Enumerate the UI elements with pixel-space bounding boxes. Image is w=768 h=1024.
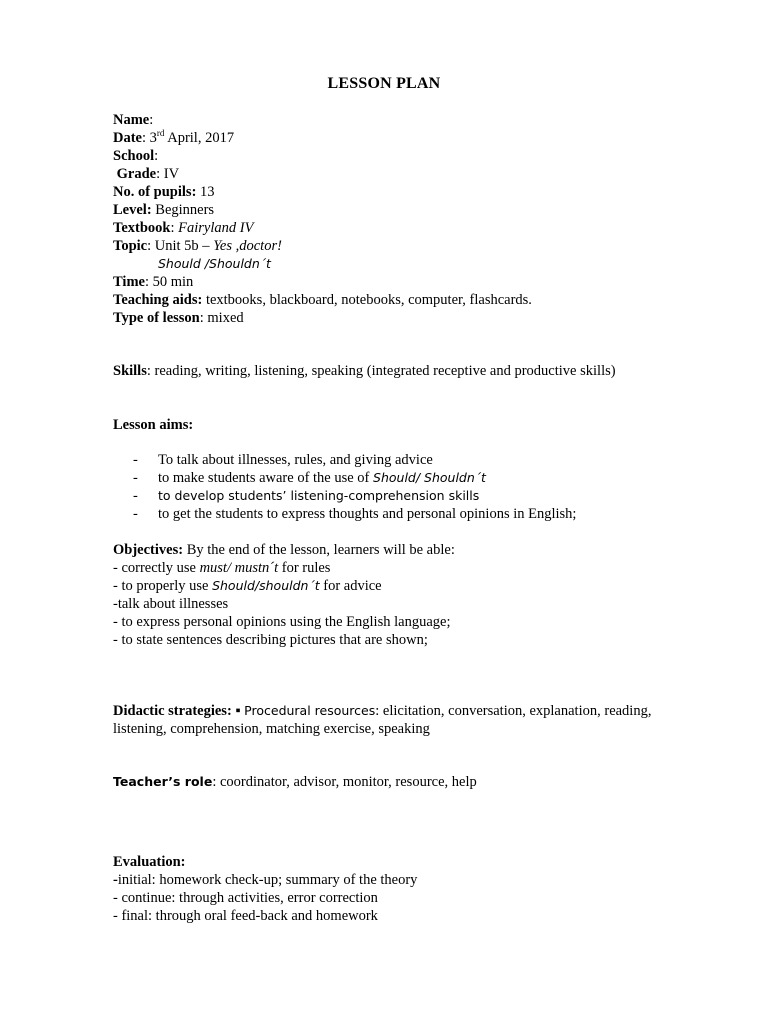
name-row: Name: xyxy=(113,112,154,128)
skills-section xyxy=(113,362,673,380)
evaluation-item: - final: through oral feed-back and homework xyxy=(113,908,378,924)
evaluation-dash: - xyxy=(113,872,118,888)
list-dash: - xyxy=(133,488,138,504)
list-item xyxy=(133,469,693,487)
topic-label: Topic xyxy=(113,238,148,254)
objectives-intro: By the end of the lesson, learners will be able: xyxy=(183,542,455,558)
pupils-row xyxy=(113,183,673,201)
objective-item: -talk about illnesses xyxy=(113,596,229,612)
aims-heading-block xyxy=(113,416,673,434)
evaluation-section xyxy=(113,853,673,925)
topic-grammar-row xyxy=(113,255,673,273)
date-row: Date: 3rd April, 2017 xyxy=(113,128,235,146)
topic-grammar: Should /Shouldn´t xyxy=(158,256,271,271)
aim-text: to get the students to express thoughts and personal opinions in English; xyxy=(158,506,577,522)
aim-grammar: Should/ Shouldn´t xyxy=(373,470,486,485)
strategies-text xyxy=(113,702,668,738)
objective-item xyxy=(113,577,673,595)
type-value: mixed xyxy=(207,310,244,326)
type-row: Type of lesson: mixed xyxy=(113,310,244,326)
skills-value: reading, writing, listening, speaking (integrated receptive and productive skills) xyxy=(154,363,616,379)
strategies-bullet: ▪ xyxy=(235,703,241,719)
aims-label: Lesson aims: xyxy=(113,417,194,433)
type-label: Type of lesson xyxy=(113,310,200,326)
level-label: Level: xyxy=(113,202,152,218)
list-item xyxy=(133,451,693,469)
topic-value: Unit 5b – xyxy=(154,238,214,254)
page-title: LESSON PLAN xyxy=(327,75,441,92)
evaluation-item xyxy=(113,871,673,889)
strategies-resources: Procedural resources xyxy=(244,703,376,718)
aims-heading xyxy=(113,416,673,434)
objective-item xyxy=(113,559,673,577)
school-row: School: xyxy=(113,148,159,164)
list-dash: - xyxy=(133,452,138,468)
time-label: Time xyxy=(113,274,145,290)
skills-label: Skills xyxy=(113,363,147,379)
time-row: Time: 50 min xyxy=(113,274,194,290)
role-row xyxy=(113,773,673,791)
aims-list xyxy=(133,451,693,523)
textbook-label: Textbook xyxy=(113,220,171,236)
topic-row: Topic: Unit 5b – Yes ,doctor! xyxy=(113,238,282,254)
list-dash: - xyxy=(133,470,138,486)
topic-title: Yes ,doctor! xyxy=(213,238,282,254)
time-value: 50 min xyxy=(152,274,194,290)
school-label: School xyxy=(113,148,155,164)
grade-row: Grade: IV xyxy=(116,166,180,182)
objective-modal: Should/shouldn´t xyxy=(212,578,320,593)
aids-row xyxy=(113,291,673,309)
aids-label: Teaching aids: xyxy=(113,292,203,308)
objective-item: - to state sentences describing pictures that are shown; xyxy=(113,632,428,648)
list-item xyxy=(133,505,693,523)
objective-item: - to express personal opinions using the English language; xyxy=(113,614,451,630)
evaluation-label: Evaluation: xyxy=(113,854,186,870)
list-item xyxy=(133,487,693,505)
role-section xyxy=(113,773,673,791)
textbook-value: Fairyland IV xyxy=(178,220,254,236)
pupils-value: 13 xyxy=(200,184,215,200)
objective-text: for advice xyxy=(319,578,382,594)
evaluation-item: - continue: through activities, error correction xyxy=(113,890,378,906)
name-label: Name xyxy=(113,112,150,128)
role-value: : coordinator, advisor, monitor, resource, help xyxy=(212,774,477,790)
list-dash: - xyxy=(133,506,138,522)
aim-text: To talk about illnesses, rules, and giving advice xyxy=(158,452,433,468)
date-rest: April, 2017 xyxy=(164,130,235,146)
date-suffix: rd xyxy=(156,128,165,139)
grade-value: IV xyxy=(163,166,180,182)
strategies-list: : elicitation, conversation, explanation, reading, listening, comprehension, matching exercise, speaking xyxy=(113,703,652,737)
objectives-label: Objectives: xyxy=(113,542,184,558)
aim-text-wrap xyxy=(158,469,486,487)
aids-value: textbooks, blackboard, notebooks, computer, flashcards. xyxy=(205,292,532,308)
role-label: Teacher’s role xyxy=(113,774,213,789)
strategies-label: Didactic strategies: xyxy=(113,703,232,719)
level-row xyxy=(113,201,673,219)
objective-text: - correctly use xyxy=(113,560,200,576)
skills-row: Skills: reading, writing, listening, speaking (integrated receptive and productive skills) xyxy=(113,363,616,379)
objective-modal: must/ mustn´t xyxy=(199,560,279,576)
date-day: 3 xyxy=(149,130,157,146)
objective-text: - to properly use xyxy=(113,578,213,594)
evaluation-text: initial: homework check-up; summary of the theory xyxy=(117,872,418,888)
grade-label: Grade xyxy=(116,166,157,182)
lesson-info xyxy=(113,111,673,327)
aim-text: to develop students’ listening-comprehension skills xyxy=(158,488,480,503)
date-label: Date xyxy=(113,130,142,146)
aim-text: to make students aware of the use of xyxy=(158,470,374,486)
evaluation-heading xyxy=(113,853,673,871)
pupils-label: No. of pupils: xyxy=(113,184,197,200)
objectives-section xyxy=(113,541,673,649)
strategies-section xyxy=(113,702,668,738)
textbook-row: Textbook: Fairyland IV xyxy=(113,220,254,236)
objective-text: for rules xyxy=(278,560,331,576)
level-value: Beginners xyxy=(155,202,215,218)
objectives-intro-row xyxy=(113,541,673,559)
